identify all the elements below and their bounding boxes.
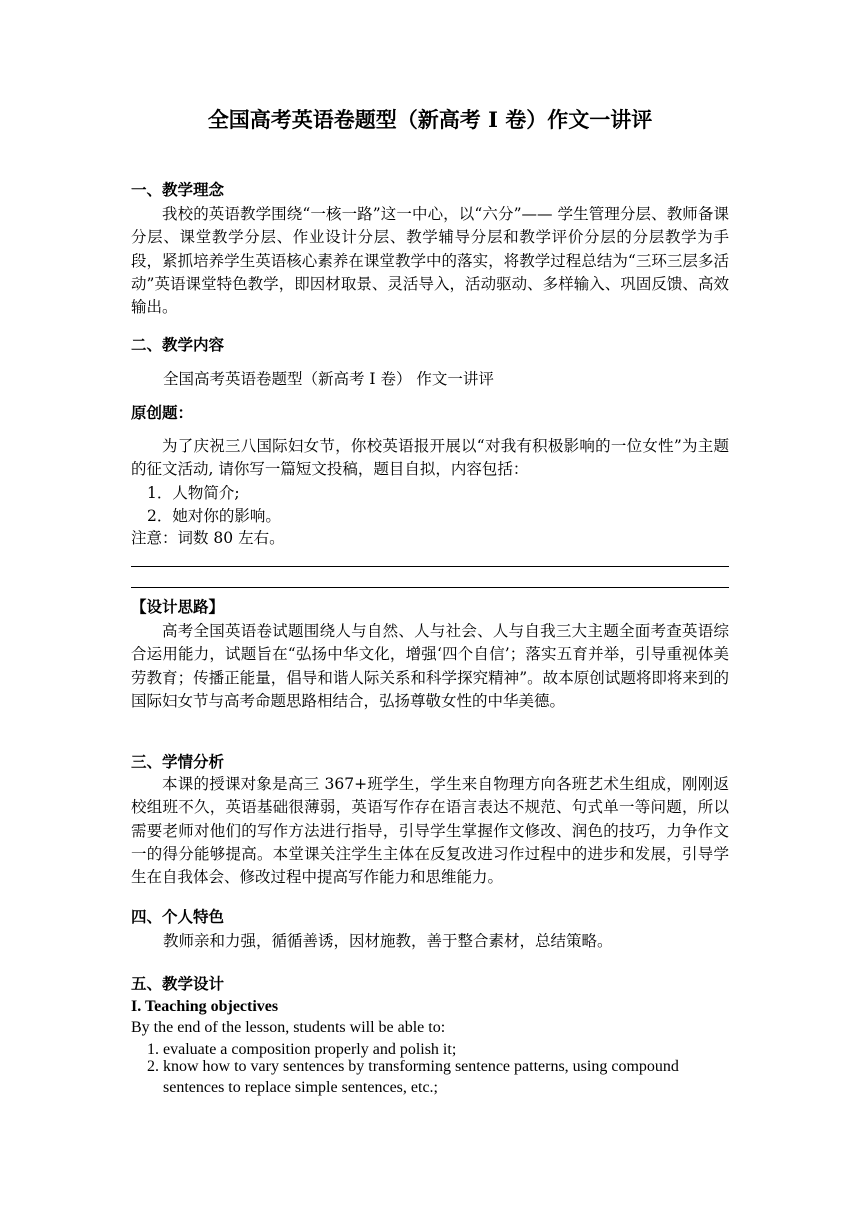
teaching-content-text: 全国高考英语卷题型（新高考 I 卷） 作文一讲评: [163, 370, 494, 388]
original-question-label: 原创题：: [131, 403, 194, 422]
learner-analysis-paragraph: 本课的授课对象是高三 367+班学生，学生来自物理方向各班艺术生组成，刚刚返校组班不久，英语基础很薄弱，英语写作存在语言表达不规范、句式单一等问题，所以需要老师对他们的写作方法进行指导，引导学生掌握作文修改、润色的技巧，力争作文一的得分能够提高。本堂课关注学生主体在反复改进习作过程中的进步和发展，引导学生在自我体会、修改过程中提高写作能力和思维能力。: [131, 775, 729, 887]
teaching-philosophy-paragraph: 我校的英语教学围绕“一核一路”这一中心，以“六分”—— 学生管理分层、教师备课分层、课堂教学分层、作业设计分层、教学辅导分层和教学评价分层的分层教学为手段，紧抓培养学生英语核心素养在课堂教学中的落实，将教学过程总结为“三环三层多活动”英语课堂特色教学，即因材取景、灵活导入，活动驱动、多样输入、巩固反馈、高效输出。: [131, 205, 729, 317]
section-heading-teaching-philosophy: 一、教学理念: [131, 180, 225, 199]
section-heading-teaching-design: 五、教学设计: [131, 974, 225, 993]
objective-item-1: 1. evaluate a composition properly and polish it;: [147, 1041, 457, 1058]
objective-item-2: 2. know how to vary sentences by transforming sentence patterns, using compound: [147, 1058, 679, 1075]
objective-item-2-continued: sentences to replace simple sentences, etc.;: [163, 1079, 438, 1096]
teaching-objectives-heading: I. Teaching objectives: [131, 998, 279, 1015]
answer-line: [131, 587, 729, 588]
page-title: 全国高考英语卷题型（新高考 I 卷）作文一讲评: [207, 107, 653, 132]
section-heading-teaching-content: 二、教学内容: [131, 335, 225, 354]
prompt-item-2: 2．她对你的影响。: [147, 507, 281, 525]
word-count-note: 注意：词数 80 左右。: [131, 529, 285, 547]
design-idea-paragraph: 高考全国英语卷试题围绕人与自然、人与社会、人与自我三大主题全面考查英语综合运用能力，试题旨在“弘扬中华文化，增强‘四个自信’；落实五育并举，引导重视体美劳教育；传播正能量，倡导和谐人际关系和科学探究精神”。故本原创试题将即将来到的国际妇女节与高考命题思路相结合，弘扬尊敬女性的中华美德。: [131, 622, 729, 710]
prompt-item-1: 1．人物简介;: [147, 484, 240, 502]
objectives-intro: By the end of the lesson, students will be able to:: [131, 1019, 446, 1036]
answer-line: [131, 566, 729, 567]
design-idea-heading: 【设计思路】: [131, 597, 225, 616]
original-question-prompt: 为了庆祝三八国际妇女节，你校英语报开展以“对我有积极影响的一位女性”为主题的征文活动, 请你写一篇短文投稿，题目自拟，内容包括：: [131, 437, 729, 479]
section-heading-personal-features: 四、个人特色: [131, 907, 225, 926]
personal-features-text: 教师亲和力强，循循善诱，因材施教，善于整合素材，总结策略。: [163, 932, 613, 950]
section-heading-learner-analysis: 三、学情分析: [131, 752, 225, 771]
